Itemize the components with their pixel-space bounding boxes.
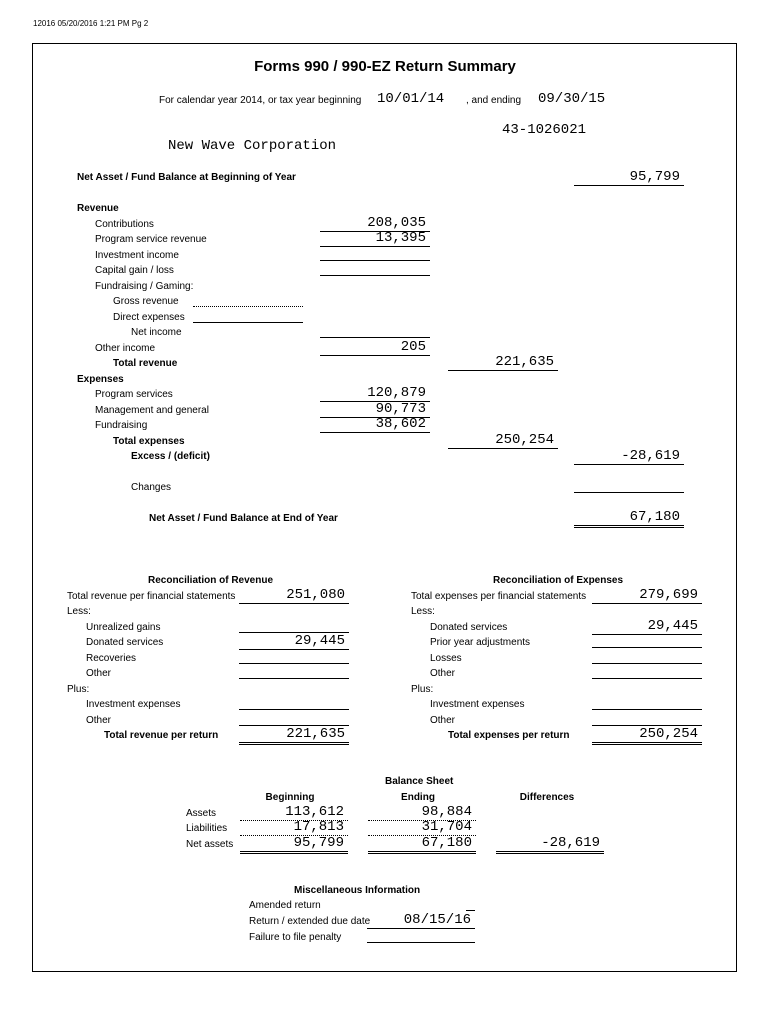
bs-col-beginning: Beginning [265,792,315,803]
recon-exp-less-label: Less: [411,606,435,617]
recon-exp-prior-year-label: Prior year adjustments [430,637,531,648]
penalty-label: Failure to file penalty [249,932,342,943]
recon-rev-total-return-label: Total revenue per return [104,730,219,741]
program-service-revenue-label: Program service revenue [95,234,207,245]
net-income-label: Net income [131,327,182,338]
recon-rev-unrealized-label: Unrealized gains [86,622,161,633]
direct-expenses-line [193,322,303,323]
revenue-heading: Revenue [77,203,119,214]
recon-rev-total-fs-value: 251,080 [239,587,349,604]
changes-line [574,492,684,493]
recon-exp-total-fs-value: 279,699 [592,587,702,604]
due-date-label: Return / extended due date [249,916,371,927]
ein: 43-1026021 [502,122,587,138]
bs-liabilities-begin: 17,813 [240,819,348,836]
recon-rev-donated-value: 29,445 [239,633,349,650]
capital-gain-label: Capital gain / loss [95,265,174,276]
other-income-label: Other income [95,343,156,354]
end-date: 09/30/15 [538,91,606,107]
begin-date: 10/01/14 [377,91,445,107]
recon-exp-other-label: Other [430,668,456,679]
contributions-label: Contributions [95,219,154,230]
recon-revenue-heading: Reconciliation of Revenue [148,575,274,586]
recon-rev-recoveries-label: Recoveries [86,653,137,664]
fundraising-gaming-label: Fundraising / Gaming: [95,281,194,292]
beginning-balance-label: Net Asset / Fund Balance at Beginning of Year [77,172,296,183]
balance-sheet-heading: Balance Sheet [385,776,454,787]
changes-label: Changes [131,482,172,493]
mgmt-general-label: Management and general [95,405,209,416]
recon-rev-other-line [239,678,349,679]
recon-exp-investment-expenses-label: Investment expenses [430,699,525,710]
program-services-label: Program services [95,389,173,400]
capital-gain-line [320,275,430,276]
excess-deficit-label: Excess / (deficit) [131,451,210,462]
total-expenses-value: 250,254 [448,432,558,449]
bs-net-assets-diff: -28,619 [496,835,604,854]
recon-exp-other2-label: Other [430,715,456,726]
total-expenses-label: Total expenses [113,436,185,447]
bs-net-assets-label: Net assets [186,839,234,850]
recon-rev-total-return-value: 221,635 [239,726,349,745]
bs-assets-end: 98,884 [368,804,476,821]
bs-assets-label: Assets [186,808,217,819]
recon-rev-donated-label: Donated services [86,637,164,648]
recon-rev-less-label: Less: [67,606,91,617]
investment-income-line [320,260,430,261]
recon-exp-donated-value: 29,445 [592,618,702,635]
net-income-line [320,337,430,338]
due-date-value: 08/15/16 [367,912,475,929]
gross-revenue-line [193,306,303,307]
other-income-value: 205 [320,339,430,356]
beginning-balance-value: 95,799 [574,169,684,186]
penalty-line [367,942,475,943]
recon-rev-other2-label: Other [86,715,112,726]
recon-exp-losses-label: Losses [430,653,462,664]
tax-year-label: For calendar year 2014, or tax year beginning [159,95,362,106]
recon-expenses-heading: Reconciliation of Expenses [493,575,624,586]
misc-heading: Miscellaneous Information [294,885,421,896]
bs-liabilities-label: Liabilities [186,823,228,834]
organization-name: New Wave Corporation [168,138,337,154]
mgmt-general-value: 90,773 [320,401,430,418]
total-revenue-value: 221,635 [448,354,558,371]
recon-exp-other-line [592,678,702,679]
gross-revenue-label: Gross revenue [113,296,179,307]
bs-assets-begin: 113,612 [240,804,348,821]
ending-balance-label: Net Asset / Fund Balance at End of Year [149,513,338,524]
total-revenue-label: Total revenue [113,358,178,369]
recon-exp-prior-year-line [592,647,702,648]
amended-return-mark [466,910,475,911]
recon-exp-total-fs-label: Total expenses per financial statements [411,591,587,602]
contributions-value: 208,035 [320,215,430,232]
recon-rev-recoveries-line [239,663,349,664]
recon-exp-losses-line [592,663,702,664]
recon-exp-investment-expenses-line [592,709,702,710]
fundraising-label: Fundraising [95,420,148,431]
bs-net-assets-begin: 95,799 [240,835,348,854]
direct-expenses-label: Direct expenses [113,312,185,323]
recon-rev-investment-expenses-label: Investment expenses [86,699,181,710]
and-ending-label: , and ending [466,95,522,106]
excess-deficit-value: -28,619 [574,448,684,465]
recon-exp-donated-label: Donated services [430,622,508,633]
recon-rev-total-fs-label: Total revenue per financial statements [67,591,236,602]
ending-balance-value: 67,180 [574,509,684,528]
page-header-timestamp: 12016 05/20/2016 1:21 PM Pg 2 [33,19,149,28]
bs-col-ending: Ending [401,792,435,803]
bs-liabilities-end: 31,704 [368,819,476,836]
program-service-revenue-value: 13,395 [320,230,430,247]
program-services-value: 120,879 [320,385,430,402]
recon-rev-other-label: Other [86,668,112,679]
bs-net-assets-end: 67,180 [368,835,476,854]
recon-exp-plus-label: Plus: [411,684,434,695]
amended-return-label: Amended return [249,900,321,911]
form-title: Forms 990 / 990-EZ Return Summary [254,58,516,75]
investment-income-label: Investment income [95,250,179,261]
recon-exp-total-return-value: 250,254 [592,726,702,745]
recon-exp-total-return-label: Total expenses per return [448,730,570,741]
fundraising-value: 38,602 [320,416,430,433]
bs-col-differences: Differences [519,792,575,803]
recon-rev-investment-expenses-line [239,709,349,710]
expenses-heading: Expenses [77,374,124,385]
recon-rev-plus-label: Plus: [67,684,90,695]
